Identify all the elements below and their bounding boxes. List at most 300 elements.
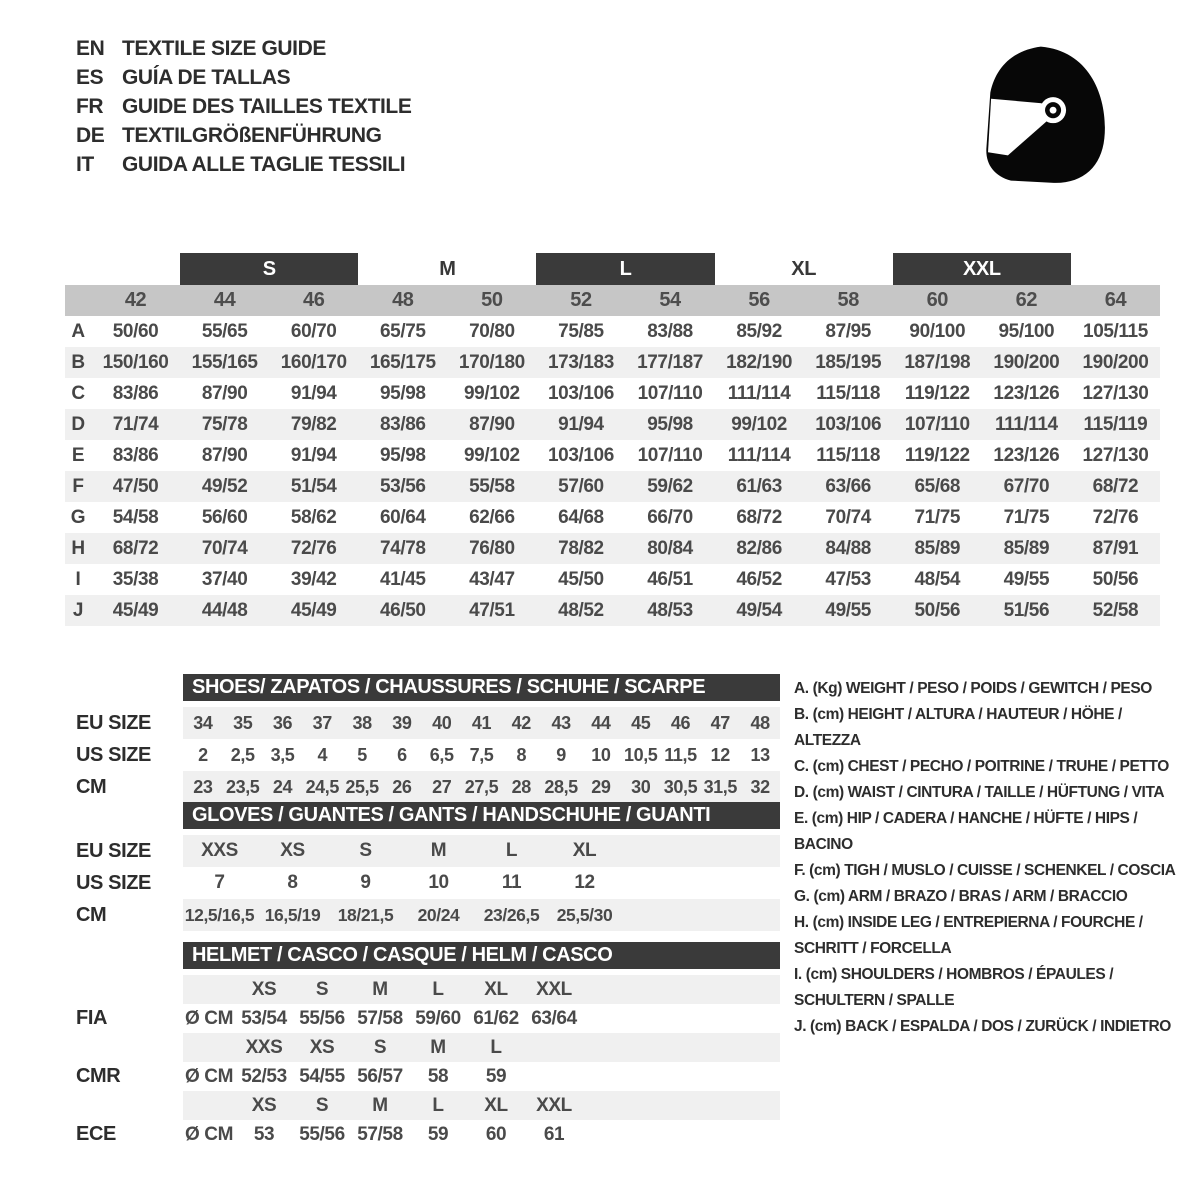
shoe-us-size: 2 [198, 744, 208, 765]
measure-value: 45/50 [558, 568, 604, 590]
measure-value: 155/165 [191, 351, 258, 373]
measure-value: 61/63 [736, 475, 782, 497]
language-title: GUIDE DES TAILLES TEXTILE [122, 94, 412, 118]
measure-row-i [65, 564, 1160, 595]
helmet-cmr-values [183, 1062, 780, 1091]
measure-value: 95/98 [647, 413, 693, 435]
diameter-spacer [183, 975, 235, 1004]
measure-value: 71/75 [914, 506, 961, 528]
measure-value: 50/60 [112, 320, 159, 342]
legend-item: B. (cm) HEIGHT / ALTURA / HAUTEUR / HÖHE / ALTEZZA [794, 706, 1122, 749]
shoe-eu-size: 39 [392, 712, 412, 733]
helmet-size-label: XXL [536, 1094, 572, 1116]
helmet-size-table [76, 942, 780, 1149]
language-row [76, 121, 411, 150]
measure-value: 54/58 [112, 506, 159, 528]
measure-value: 185/195 [815, 351, 882, 373]
measure-value: 95/100 [998, 320, 1055, 342]
measure-value: 83/86 [112, 382, 159, 404]
size-group-xxl: XXL [893, 253, 1071, 285]
measure-value: 68/72 [736, 506, 782, 528]
measure-value: 75/78 [201, 413, 248, 435]
shoes-cm-values [183, 771, 780, 803]
measure-value: 49/55 [1003, 568, 1050, 590]
language-row [76, 150, 411, 179]
helmet-cmr-values-row [76, 1062, 780, 1091]
shoe-cm-value: 30 [631, 776, 651, 797]
helmet-standard-fia: FIA [76, 1007, 108, 1029]
measure-row-label: H [71, 537, 85, 559]
measure-value: 48/52 [558, 599, 604, 621]
helmet-size-label: XXL [536, 978, 572, 1000]
measure-value: 60/70 [290, 320, 337, 342]
language-code: IT [76, 152, 94, 176]
measure-value: 76/80 [469, 537, 515, 559]
language-row [76, 63, 411, 92]
shoe-eu-size: 34 [193, 712, 213, 733]
glove-eu-size: XL [572, 840, 597, 861]
helmet-size-label: M [372, 978, 388, 1000]
measure-value: 46/52 [736, 568, 782, 590]
helmet-ece-sizes-row [76, 1091, 780, 1120]
size-group-m: M [439, 257, 456, 280]
gloves-cm-row [76, 899, 780, 931]
glove-eu-size: L [505, 840, 518, 861]
measure-value: 127/130 [1082, 444, 1149, 466]
measure-value: 84/88 [825, 537, 871, 559]
helmet-cm-value: 56/57 [357, 1065, 403, 1087]
measure-value: 173/183 [548, 351, 614, 373]
diameter-spacer [183, 1091, 235, 1120]
shoes-eu-size-label: EU SIZE [76, 711, 151, 734]
helmet-cm-value: 61/62 [473, 1007, 519, 1029]
numeric-size-label: 64 [1104, 289, 1127, 311]
legend-item: G. (cm) ARM / BRAZO / BRAS / ARM / BRACCIO [794, 888, 1128, 905]
measure-value: 47/53 [825, 568, 871, 590]
measure-value: 74/78 [380, 537, 426, 559]
measure-value: 50/56 [914, 599, 961, 621]
measure-row-label: F [72, 475, 84, 497]
measure-value: 83/86 [112, 444, 159, 466]
shoes-cm-label: CM [76, 775, 107, 798]
measure-value: 65/68 [914, 475, 961, 497]
measure-value: 107/110 [904, 413, 970, 435]
legend-item: F. (cm) TIGH / MUSLO / CUISSE / SCHENKEL / COSCIA [794, 862, 1176, 879]
measure-value: 107/110 [637, 382, 703, 404]
numeric-size-label: 60 [926, 289, 949, 311]
helmet-title-row [76, 942, 780, 975]
size-group-xl: XL [791, 257, 817, 280]
language-title: TEXTILGRÖßENFÜHRUNG [122, 123, 382, 147]
shoe-cm-value: 24 [272, 776, 293, 797]
measure-row-j [65, 595, 1160, 626]
language-title: TEXTILE SIZE GUIDE [122, 36, 326, 60]
shoes-title-row [76, 674, 780, 707]
shoe-eu-size: 47 [710, 712, 730, 733]
helmet-size-label: XXS [245, 1036, 283, 1058]
measure-row-b [65, 347, 1160, 378]
measure-value: 87/90 [201, 382, 248, 404]
measure-value: 70/80 [469, 320, 515, 342]
measure-value: 39/42 [290, 568, 337, 590]
helmet-cm-value: 55/56 [299, 1123, 345, 1145]
measure-value: 43/47 [469, 568, 515, 590]
measure-value: 115/119 [1083, 413, 1148, 435]
measure-value: 70/74 [201, 537, 248, 559]
racing-helmet-icon [962, 36, 1138, 192]
glove-cm-value: 12,5/16,5 [184, 904, 255, 925]
measure-value: 68/72 [112, 537, 159, 559]
language-title: GUÍA DE TALLAS [122, 65, 291, 89]
legend-item: I. (cm) SHOULDERS / HOMBROS / ÉPAULES / SCHULTERN / SPALLE [794, 966, 1114, 1009]
measure-row-label: D [71, 413, 85, 435]
measure-row-label: A [71, 320, 85, 342]
glove-us-size: 10 [428, 872, 449, 893]
shoe-us-size: 7,5 [469, 744, 494, 765]
glove-eu-size: XXS [201, 840, 238, 861]
diameter-cm-label: Ø CM [184, 1123, 233, 1145]
measure-value: 160/170 [280, 351, 347, 373]
measure-value: 80/84 [647, 537, 693, 559]
measure-row-label: C [71, 382, 85, 404]
measure-value: 58/62 [290, 506, 337, 528]
helmet-table-title: HELMET / CASCO / CASQUE / HELM / CASCO [183, 942, 780, 969]
measure-value: 85/89 [914, 537, 961, 559]
measure-value: 62/66 [469, 506, 515, 528]
measure-value: 119/122 [904, 382, 970, 404]
measure-value: 49/52 [201, 475, 248, 497]
helmet-cm-value: 59 [427, 1123, 449, 1145]
numeric-size-label: 62 [1015, 289, 1038, 311]
measure-value: 119/122 [904, 444, 970, 466]
measure-value: 45/49 [290, 599, 337, 621]
measure-value: 46/51 [647, 568, 693, 590]
measure-value: 55/58 [469, 475, 515, 497]
helmet-cm-value: 53 [253, 1123, 275, 1145]
helmet-cmr-sizes [183, 1033, 780, 1062]
shoe-us-size: 10 [591, 744, 611, 765]
shoe-us-size: 3,5 [270, 744, 295, 765]
gloves-eu-size-label: EU SIZE [76, 839, 151, 862]
helmet-size-label: M [372, 1094, 388, 1116]
label-spacer [76, 975, 183, 1004]
measure-value: 55/65 [201, 320, 248, 342]
shoe-us-size: 11,5 [664, 744, 697, 765]
helmet-size-label: XS [309, 1036, 335, 1058]
numeric-size-label: 54 [659, 289, 681, 311]
measure-row-g [65, 502, 1160, 533]
shoe-us-size: 5 [357, 744, 367, 765]
glove-us-size: 9 [360, 872, 371, 893]
helmet-fia-sizes [183, 975, 780, 1004]
numeric-size-label: 56 [748, 289, 770, 311]
measure-value: 64/68 [558, 506, 604, 528]
measure-value: 41/45 [380, 568, 426, 590]
measure-row-label: B [71, 351, 85, 373]
measure-value: 46/50 [380, 599, 426, 621]
glove-us-size: 8 [287, 872, 298, 893]
diameter-cm-label: Ø CM [184, 1007, 233, 1029]
shoe-cm-value: 27 [432, 776, 452, 797]
shoes-us-values [183, 739, 780, 771]
measure-value: 85/89 [1003, 537, 1050, 559]
measure-value: 111/114 [727, 444, 791, 466]
measure-value: 48/54 [914, 568, 961, 590]
helmet-size-label: S [373, 1036, 387, 1058]
measure-value: 79/82 [290, 413, 337, 435]
measure-value: 150/160 [102, 351, 169, 373]
measure-value: 182/190 [726, 351, 793, 373]
helmet-cm-value: 63/64 [531, 1007, 577, 1029]
numeric-size-row [65, 285, 1160, 316]
legend-item: J. (cm) BACK / ESPALDA / DOS / ZURÜCK / INDIETRO [794, 1018, 1171, 1035]
helmet-cmr-sizes-row [76, 1033, 780, 1062]
shoe-cm-value: 31,5 [703, 776, 737, 797]
shoes-cm-row [76, 771, 780, 803]
measure-value: 170/180 [458, 351, 525, 373]
measure-value: 99/102 [464, 444, 520, 466]
glove-eu-size: S [359, 840, 372, 861]
measure-value: 190/200 [1082, 351, 1149, 373]
measure-value: 57/60 [558, 475, 604, 497]
glove-cm-value: 18/21,5 [337, 904, 394, 925]
measure-value: 103/106 [548, 444, 614, 466]
shoes-us-size-label: US SIZE [76, 743, 151, 766]
measure-value: 37/40 [201, 568, 248, 590]
measure-value: 91/94 [290, 382, 337, 404]
measure-value: 99/102 [464, 382, 520, 404]
shoe-us-size: 8 [516, 744, 527, 765]
helmet-cm-value: 54/55 [299, 1065, 345, 1087]
measurement-legend [794, 676, 1184, 1040]
helmet-size-label: XS [251, 1094, 277, 1116]
measure-value: 83/88 [647, 320, 693, 342]
shoe-us-size: 6 [397, 744, 407, 765]
legend-item: A. (Kg) WEIGHT / PESO / POIDS / GEWITCH / PESO [794, 680, 1152, 697]
measure-value: 44/48 [201, 599, 248, 621]
measure-value: 187/198 [904, 351, 971, 373]
measure-value: 51/54 [290, 475, 337, 497]
diameter-cm-label: Ø CM [184, 1065, 233, 1087]
shoe-cm-value: 23,5 [225, 776, 260, 797]
gloves-us-row [76, 867, 780, 899]
glove-eu-size: M [430, 840, 447, 861]
measure-value: 52/58 [1092, 599, 1139, 621]
measure-value: 48/53 [647, 599, 693, 621]
helmet-cm-value: 53/54 [241, 1007, 287, 1029]
language-row [76, 92, 411, 121]
measure-value: 90/100 [909, 320, 966, 342]
measure-value: 66/70 [647, 506, 693, 528]
glove-cm-value: 16,5/19 [264, 904, 321, 925]
language-title: GUIDA ALLE TAGLIE TESSILI [122, 152, 406, 176]
measure-value: 105/115 [1083, 320, 1148, 342]
measure-value: 35/38 [112, 568, 159, 590]
measure-value: 87/95 [825, 320, 871, 342]
helmet-cm-value: 57/58 [357, 1007, 403, 1029]
language-code: ES [76, 65, 104, 89]
shoe-cm-value: 32 [750, 776, 770, 797]
measure-value: 78/82 [558, 537, 604, 559]
measure-row-h [65, 533, 1160, 564]
helmet-cm-value: 59/60 [415, 1007, 461, 1029]
gloves-us-values [183, 867, 780, 899]
helmet-cm-value: 60 [485, 1123, 507, 1145]
helmet-size-label: XS [251, 978, 277, 1000]
measure-value: 50/56 [1092, 568, 1139, 590]
shoe-cm-value: 30,5 [663, 776, 698, 797]
glove-us-size: 7 [214, 872, 225, 893]
measure-value: 45/49 [112, 599, 159, 621]
shoe-eu-size: 36 [272, 712, 293, 733]
helmet-cm-value: 57/58 [357, 1123, 403, 1145]
legend-item: H. (cm) INSIDE LEG / ENTREPIERNA / FOURCHE / SCHRITT / FORCELLA [794, 914, 1143, 957]
helmet-fia-sizes-row [76, 975, 780, 1004]
helmet-ece-values [183, 1120, 780, 1149]
helmet-cm-value: 55/56 [299, 1007, 345, 1029]
gloves-eu-values [183, 835, 780, 867]
shoe-us-size: 13 [750, 744, 770, 765]
shoe-cm-value: 26 [392, 776, 412, 797]
shoes-eu-row [76, 707, 780, 739]
measure-value: 51/56 [1003, 599, 1050, 621]
measure-value: 56/60 [201, 506, 248, 528]
measure-row-f [65, 471, 1160, 502]
helmet-size-label: S [315, 978, 329, 1000]
shoe-eu-size: 43 [551, 712, 571, 733]
shoe-cm-value: 24,5 [305, 776, 339, 797]
shoe-cm-value: 28,5 [544, 776, 578, 797]
language-code: FR [76, 94, 104, 118]
shoe-us-size: 2,5 [230, 744, 255, 765]
measure-value: 111/114 [727, 382, 791, 404]
measure-value: 115/118 [816, 444, 881, 466]
language-row [76, 34, 411, 63]
measure-value: 111/114 [994, 413, 1058, 435]
measure-value: 71/75 [1003, 506, 1050, 528]
shoe-eu-size: 40 [432, 712, 452, 733]
shoes-size-table [76, 674, 780, 803]
gloves-table-title: GLOVES / GUANTES / GANTS / HANDSCHUHE / GUANTI [183, 802, 780, 829]
glove-us-size: 12 [574, 872, 595, 893]
measure-value: 83/86 [380, 413, 426, 435]
measure-row-label: G [70, 506, 86, 528]
legend-item: C. (cm) CHEST / PECHO / POITRINE / TRUHE / PETTO [794, 758, 1169, 775]
helmet-fia-values-row [76, 1004, 780, 1033]
helmet-size-label: M [430, 1036, 446, 1058]
helmet-size-label: L [432, 978, 444, 1000]
shoe-us-size: 10,5 [623, 744, 658, 765]
measure-value: 107/110 [637, 444, 703, 466]
legend-item: E. (cm) HIP / CADERA / HANCHE / HÜFTE / HIPS / BACINO [794, 810, 1138, 853]
measure-value: 47/50 [112, 475, 159, 497]
measure-row-a [65, 316, 1160, 347]
measure-value: 60/64 [380, 506, 426, 528]
measure-value: 49/55 [825, 599, 871, 621]
measure-value: 59/62 [647, 475, 693, 497]
measure-value: 123/126 [993, 444, 1060, 466]
measure-value: 95/98 [380, 382, 426, 404]
helmet-ece-values-row [76, 1120, 780, 1149]
glove-cm-value: 25,5/30 [556, 904, 613, 925]
shoe-eu-size: 45 [631, 712, 651, 733]
numeric-size-label: 44 [213, 289, 236, 311]
size-group-l: L [536, 253, 714, 285]
language-code: EN [76, 36, 105, 60]
helmet-cm-value: 61 [543, 1123, 565, 1145]
row-label-spacer [65, 285, 91, 316]
label-spacer [76, 1033, 183, 1062]
numeric-size-label: 52 [570, 289, 592, 311]
gloves-us-size-label: US SIZE [76, 871, 151, 894]
shoe-cm-value: 28 [511, 776, 531, 797]
helmet-cm-value: 52/53 [241, 1065, 287, 1087]
gloves-size-table [76, 802, 780, 931]
numeric-size-label: 42 [124, 289, 147, 311]
helmet-size-label: XL [484, 978, 508, 1000]
measure-value: 85/92 [736, 320, 782, 342]
shoe-eu-size: 41 [471, 712, 492, 733]
measure-value: 91/94 [290, 444, 337, 466]
numeric-size-label: 48 [392, 289, 414, 311]
apparel-size-table [65, 253, 1160, 626]
language-code: DE [76, 123, 105, 147]
measure-row-d [65, 409, 1160, 440]
measure-value: 71/74 [112, 413, 159, 435]
gloves-eu-row [76, 835, 780, 867]
measure-value: 127/130 [1082, 382, 1149, 404]
shoe-cm-value: 25,5 [345, 776, 379, 797]
gloves-cm-values [183, 899, 780, 931]
measure-value: 91/94 [558, 413, 604, 435]
size-group-header-row [65, 253, 1160, 285]
glove-eu-size: XS [280, 840, 305, 861]
measure-value: 95/98 [380, 444, 426, 466]
shoe-us-size: 9 [556, 744, 566, 765]
measure-value: 75/85 [558, 320, 604, 342]
measure-value: 87/90 [201, 444, 248, 466]
shoe-eu-size: 44 [591, 712, 611, 733]
helmet-size-label: XL [484, 1094, 508, 1116]
measure-value: 63/66 [825, 475, 871, 497]
measure-value: 72/76 [1092, 506, 1139, 528]
shoe-eu-size: 46 [670, 712, 691, 733]
measure-value: 87/90 [469, 413, 515, 435]
helmet-cm-value: 58 [427, 1065, 449, 1087]
measure-value: 87/91 [1092, 537, 1139, 559]
measure-value: 99/102 [731, 413, 787, 435]
diameter-spacer [183, 1033, 235, 1062]
glove-cm-value: 20/24 [417, 904, 460, 925]
gloves-cm-label: CM [76, 903, 107, 926]
helmet-ece-sizes [183, 1091, 780, 1120]
measure-value: 67/70 [1003, 475, 1050, 497]
measure-value: 123/126 [993, 382, 1060, 404]
shoe-eu-size: 38 [352, 712, 372, 733]
measure-value: 72/76 [290, 537, 337, 559]
shoes-eu-values [183, 707, 780, 739]
measure-value: 115/118 [816, 382, 881, 404]
shoe-eu-size: 37 [312, 712, 332, 733]
shoe-us-size: 6,5 [429, 744, 454, 765]
numeric-size-label: 46 [302, 289, 325, 311]
helmet-size-label: L [490, 1036, 502, 1058]
glove-us-size: 11 [501, 872, 522, 893]
helmet-size-label: S [315, 1094, 329, 1116]
numeric-size-label: 50 [481, 289, 503, 311]
measure-value: 103/106 [815, 413, 882, 435]
measure-value: 65/75 [380, 320, 426, 342]
